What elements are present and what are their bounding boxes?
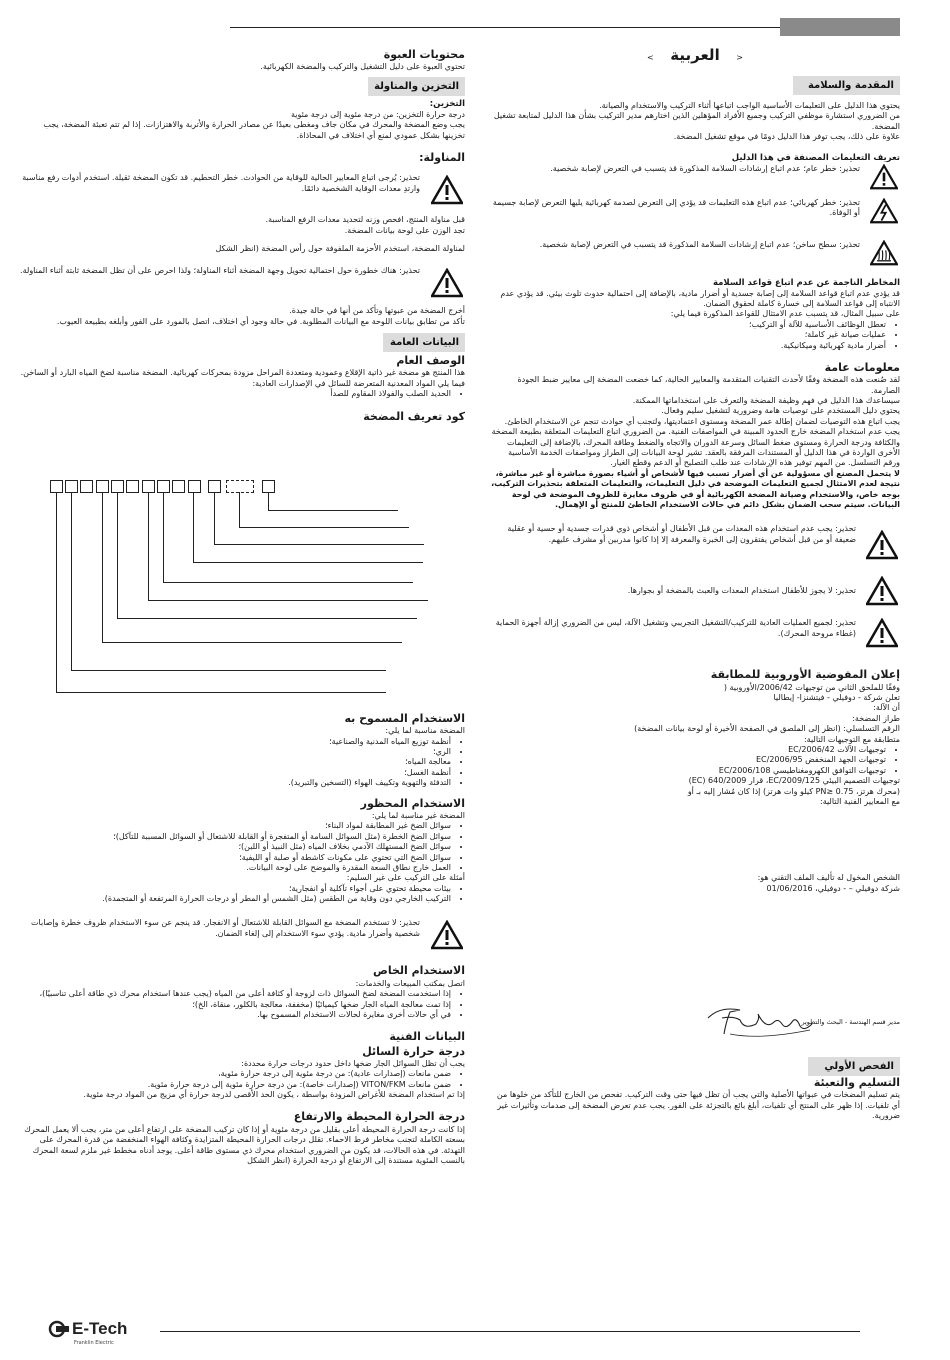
forbidden-examples: أمثلة على التركيب على غير السليم: <box>346 873 465 883</box>
code-box-optional <box>226 480 254 493</box>
special-use-item: • إذا تمت معالجة المياه الجار ضخها كيميائيًا (مخففة، معالجة بالكلور، منقاة، الخ)؛ <box>20 1000 451 1010</box>
ambient-text: إذا كانت درجة الحرارة المحيطة أعلى بقليل من درجة مئوية أو إذا كان تركيب المضخة على ارتفاع أعلى من متر، يجب ألا يعمل المحرك بسعته الكاملة لتجنب مخاطر فرط الاحماء. تقلل درجات الحرارة المحيطة المتزايدة وكثافة الهواء المنخفضة من قدرة المحرك على التهدئة. في هذه الحالات، قد يكون من الضروري استخدام محرك ذي مستوى طاقة أعلى. يوجد أدناه مخطط غير ملزم لسعة المحرك بالنسب المئوية مستندة إلى الارتفاع أو درجة الحرارة (انظر الشكل <box>24 1124 465 1165</box>
allowed-use-item: • أنظمة توزيع المياه المدنية والصناعية؛ <box>20 737 451 747</box>
code-leader <box>214 492 215 544</box>
warning-icon <box>866 530 898 560</box>
forbidden-warning <box>20 918 465 958</box>
forbidden-use-intro: المضخة غير مناسبة لما يلي: <box>371 810 465 820</box>
code-leader <box>239 527 409 528</box>
delivery-title: التسليم والتعبئة <box>813 1076 900 1089</box>
general-info-p5: يجب عدم استخدام المضخة خارج الحدود المبينة في المواصفات الفنية. من الضروري اتباع التعليمات المتعلقة بطبيعة المضخة والكثافة ودرجة الحرارة ومستوى ضغط السائل وسرعة الدوران والاتجاه والضغط وطاقة المحرك، بالإضافة إلى التعليمات الأخرى الواردة في هذا الدليل أو المستندات المرفقة بالعقد. تشير لوحة البيانات إلى الطراز ومواصفات الخدمة الأساسية ورقم التسلسل. من المهم توفير هذه الإرشادات عند طلب التصليح أو الدعم وقطع الغيار. <box>491 427 900 468</box>
forbidden-example-item: • بيئات محيطة تحتوي على أجواء تآكلية أو انفجارية؛ <box>20 884 451 894</box>
handling-p4: أخرج المضخة من عبوتها وتأكد من أنها في حالة جيدة. <box>289 306 465 316</box>
signer-title: مدير قسم الهندسة - البحث والتطوير <box>801 1018 900 1026</box>
intro-p3: علاوة على ذلك، يجب توفر هذا الدليل دومًا في موقع تشغيل المضخة. <box>673 132 900 142</box>
general-info-title: معلومات عامة <box>824 361 900 374</box>
footer-logo-text: E-Tech <box>72 1319 128 1338</box>
declaration-l5: الرقم التسلسلي: (انظر إلى الملصق في الصفحة الأخيرة أو لوحة بيانات المضخة) <box>634 724 900 734</box>
handling-p1: قبل مناولة المنتج، افحص وزنه لتحديد معدات الرفع المناسبة. <box>265 215 465 225</box>
code-leader <box>163 492 164 582</box>
storage-heading: التخزين والمناولة <box>368 77 465 96</box>
special-use-title: الاستخدام الخاص <box>373 964 465 978</box>
warning-icon <box>431 175 463 205</box>
general-info-p2: سيساعدك هذا الدليل في فهم وظيفة المضخة والتعرف على استخداماتها الممكنة. <box>632 396 900 406</box>
classification-title: تعريف التعليمات المصنفة في هذا الدليل <box>731 152 900 163</box>
classification-w1-text: تحذير: خطر عام؛ عدم اتباع إرشادات السلامة المذكورة قد يتسبب في التعرض لإصابة شخصية. <box>550 163 860 173</box>
language-title: العربية <box>670 46 720 64</box>
general-description-bullet: • الحديد الصلب والفولاذ المقاوم للصدأ <box>20 389 451 399</box>
inspection-section <box>490 1057 900 1121</box>
code-box <box>172 480 185 493</box>
classification-w3-text: تحذير: سطح ساخن؛ عدم اتباع إرشادات السلامة المذكورة قد يتسبب في التعرض لإصابة شخصية. <box>539 239 860 249</box>
header-language-tab <box>780 18 900 36</box>
handling-warning-1 <box>20 173 465 209</box>
warning-icon <box>431 920 463 950</box>
declaration-item: • توجيهات التوافق الكهرومغناطيسي 2006/108/EC <box>490 766 886 776</box>
general-data-heading-wrap <box>20 333 465 352</box>
etech-logo-icon <box>48 1320 70 1338</box>
fluid-temp-b2: • ضمن مانعات VITON/FKM (إصدارات خاصة): من درجة حرارة مئوية إلى درجة حرارة مئوية. <box>20 1080 451 1090</box>
allowed-use-title: الاستخدام المسموح به <box>344 712 465 725</box>
electric-hazard-icon <box>870 198 898 224</box>
code-leader <box>56 492 57 692</box>
footer-rule <box>160 1331 860 1332</box>
warning-icon <box>431 268 463 298</box>
code-leader <box>117 618 417 619</box>
declaration-item: • توجيهات الجهد المنخفض 2006/95/EC <box>490 755 886 765</box>
language-right-mark: > <box>736 53 743 62</box>
general-warning-children <box>490 524 900 564</box>
package-title: محتويات العبوة <box>383 48 465 61</box>
general-info-p4: يجب اتباع هذه التوصيات لضمان إطالة عمر المضخة ومستوى اعتماديتها، ولتجنب أي حوادث تنجم عن الاستخدام الخاطئ. <box>504 416 900 426</box>
risks-p2: على سبيل المثال، قد يتسبب عدم الامتثال للقواعد المذكورة فيما يلي: <box>670 309 900 319</box>
code-leader <box>71 670 386 671</box>
handling-warning-1-text: تحذير: يُرجى اتباع المعايير الحالية للوقاية من الحوادث. خطر التحطيم. قد تكون المضخة ثقيلة. استخدم أدوات رفع مناسبة وارتدِ معدات الوقاية الشخصية دائمًا. <box>22 173 420 193</box>
storage-text: يجب وضع المضخة والمحرك في مكان جاف ومغطى بعيدًا عن مصادر الحرارة والأتربة والاهتزازات. إذا لم تتم تعبئة المضخة، يجب تخزينها بشكل عمودي لمنع أي اختلاف في المحاذاة. <box>43 120 465 140</box>
handling-p2: تجد الوزن على لوحة بيانات المضخة. <box>344 225 465 235</box>
forbidden-use-item: • العمل خارج نطاق السعة المقدرة والموضح على لوحة البيانات. <box>20 863 451 873</box>
general-data-heading: البيانات العامة <box>383 333 465 352</box>
allowed-use-item: • التدفئة والتهوية وتكييف الهواء (التسخين والتبريد). <box>20 778 451 788</box>
forbidden-use-item: • سوائل الضخ التي تحتوي على مكونات كاشطة أو صلبة أو الليفية؛ <box>20 853 451 863</box>
declaration-l1: وفقًا للملحق الثاني من توجيهات 2006/42/الأوروبية ( <box>723 682 900 692</box>
declaration-l6: متطابقة مع التوجيهات التالية: <box>803 734 900 744</box>
code-leader <box>71 492 72 670</box>
inspection-heading: الفحص الأولي <box>808 1057 900 1076</box>
special-use-item: • في أي حالات أخرى مغايرة لحالات الاستخدام المسموح بها. <box>20 1010 451 1020</box>
allowed-use-item: • معالجة المياه؛ <box>20 757 451 767</box>
general-w3-text: تحذير: لجميع العمليات العادية للتركيب/التشغيل التجريبي وتشغيل الآلة، ليس من الضروري إزالة أجهزة الحماية (غطاء مروحة المحرك). <box>495 618 856 638</box>
package-text: تحتوي العبوة على دليل التشغيل والتركيب والمضخة الكهربائية. <box>260 62 465 72</box>
allowed-use-item: • أنظمة الغسل؛ <box>20 768 451 778</box>
inspection-heading-wrap <box>490 1057 900 1076</box>
risks-title: المخاطر الناجمة عن عدم اتباع قواعد السلامة <box>712 277 900 288</box>
forbidden-example-item: • التركيب الخارجي دون وقاية من الطقس (مثل الشمس أو المطر أو درجات الحرارة المرتفعة أو المتجمدة). <box>20 894 451 904</box>
code-box <box>80 480 93 493</box>
code-leader <box>239 492 240 527</box>
forbidden-use-item: • سوائل الضخ الخطرة (مثل السوائل السامة أو المتفجرة أو القابلة للاشتعال أو السوائل المسببة للتآكل)؛ <box>20 832 451 842</box>
classification-warning-hot <box>490 240 900 268</box>
warning-icon <box>870 164 898 190</box>
fluid-temp-p2: إذا تم استخدام المضخة للأغراض المزودة بواسطة ، يكون الحد الأقصى لدرجة حرارة أي مزيج من المواد درجة مئوية. <box>83 1090 465 1100</box>
risks-item: • تعطل الوظائف الأساسية للآلة أو التركيب؛ <box>490 320 886 330</box>
handling-warning-2 <box>20 266 465 300</box>
code-leader <box>102 642 402 643</box>
general-info-p1: لقد صُنعت هذه المضخة وفقًا لأحدث التقنيات المتقدمة والمعايير الحالية، كما خضعت المضخة إلى معايير ضبط الجودة الصارمة. <box>517 375 900 395</box>
intro-p1: يحتوي هذا الدليل على التعليمات الأساسية الواجب اتباعها أثناء التركيب والاستخدام والصيانة. <box>599 101 900 110</box>
storage-heading-wrap <box>20 77 465 96</box>
technical-data-title: البيانات الفنية <box>389 1030 465 1044</box>
code-leader <box>163 582 413 583</box>
forbidden-warning-text: تحذير: لا تستخدم المضخة مع السوائل القابلة للاشتعال أو الانفجار. قد ينجم عن سوء الاستخدام ظروف خطرة وإصابات شخصية وأضرار مادية. يؤدي سوء الاستخدام إلى إلغاء الضمان. <box>31 918 420 938</box>
declaration-title: إعلان المفوضية الأوروبية للمطابقة <box>710 668 900 682</box>
declaration-l9: مع المعايير الفنية التالية: <box>820 796 900 806</box>
fluid-temp-title: درجة حرارة السائل <box>362 1044 465 1058</box>
code-box <box>126 480 139 493</box>
storage-sub: التخزين: <box>429 98 465 109</box>
declaration-l7: توجيهات التصميم البيئي 2009/125/EC، قرار 640/2009 (EC) <box>688 776 900 786</box>
allowed-use-intro: المضخة مناسبة لما يلي: <box>385 726 465 736</box>
fluid-temp-b1: • ضمن مانعات (إصدارات عادية): من درجة مئوية إلى درجة حرارة مئوية، <box>20 1069 451 1079</box>
declaration-item: • توجيهات الآلات 2006/42/EC <box>490 745 886 755</box>
footer-logo-sub: Franklin Electric <box>74 1340 114 1347</box>
general-w2-text: تحذير: لا يجوز للأطفال استخدام المعدات والعبث بالمضخة أو بجوارها. <box>627 586 856 596</box>
storage-line: درجة حرارة التخزين: من درجة مئوية إلى درجة مئوية <box>290 109 465 119</box>
risks-item: • أضرار مادية كهربائية وميكانيكية. <box>490 341 886 351</box>
language-left-mark: < <box>647 53 654 62</box>
risks-p1: قد يؤدي عدم اتباع قواعد السلامة إلى إصابة جسدية أو أضرار مادية، بالإضافة إلى احتمالية حدوث تلوث بيئي. قد يؤدي عدم الانتباه إلى قواعد السلامة إلى خسارة كاملة لحقوق الضمان. <box>500 288 900 309</box>
allowed-use-item: • الري؛ <box>20 747 451 757</box>
handling-p3: لمناولة المضخة، استخدم الأحزمة الملفوفة حول رأس المضخة (انظر الشكل <box>215 243 465 253</box>
general-description-text: هذا المنتج هو مضخة غير ذاتية الإقلاع وعمودية ومتعددة المراحل مزودة بمحركات كهربائية. المضخة مناسبة لضخ المياه البارد أو الساخن. فيما يلي المواد المعدنية المتعرضة للسائل في الإصدارات العادية: <box>20 368 465 388</box>
pump-code-diagram <box>50 480 450 705</box>
code-leader <box>56 692 386 693</box>
code-leader <box>117 492 118 618</box>
warning-icon <box>866 618 898 648</box>
special-use-intro: اتصل بمكتب المبيعات والخدمات: <box>355 978 465 988</box>
declaration-l3: أن الآلة: <box>873 703 900 713</box>
declaration-l10: الشخص المخول له تأليف الملف التقني هو: <box>757 873 900 883</box>
code-leader <box>268 492 269 510</box>
special-use-item: • إذا استخدمت المضخة لضخ السوائل ذات لزوجة أو كثافة أعلى من المياه (يجب عندها استخدام محرك ذي طاقة أعلى تناسبيًا)، <box>20 989 451 999</box>
handling-warning-2-text: تحذير: هناك خطورة حول احتمالية تحويل وجهة المضخة أثناء المناولة؛ ولذا احرص على أن تظل المضخة ثابتة أثناء المناولة. <box>20 266 420 276</box>
hot-surface-icon <box>870 240 898 266</box>
general-description-title: الوصف العام <box>396 354 465 368</box>
classification-warning-electric <box>490 198 900 232</box>
header-rule <box>230 27 780 28</box>
handling-p5: تأكد من تطابق بيانات اللوحة مع البيانات المطلوبة. في حالة وجود أي اختلاف، اتصل بالمورد على الفور وأبلغه بطبيعة العيوب. <box>56 316 465 326</box>
intro-heading-wrap <box>490 76 900 95</box>
general-warning-guards <box>490 618 900 650</box>
classification-w2-text: تحذير: خطر كهربائي؛ عدم اتباع هذه التعليمات قد يؤدي إلى التعرض لصدمة كهربائية يليها التعرض لإصابة جسيمة أو الوفاة. <box>492 197 860 217</box>
declaration-l8: (محرك هرتز، PN≥ 0.75 كيلو وات هرتز) إذا كان مُشار إليه بـ أو <box>687 786 900 796</box>
code-leader <box>193 492 194 562</box>
warning-icon <box>866 576 898 606</box>
declaration-l2: تعلن شركة - دوفيلي - فيتشنزا- إيطاليا <box>773 693 900 703</box>
ambient-title: درجة الحرارة المحيطة والارتفاع <box>293 1110 465 1124</box>
general-warning-play <box>490 576 900 606</box>
left-column-lower <box>20 712 465 1166</box>
code-leader <box>148 600 428 601</box>
footer-logo <box>48 1318 158 1347</box>
language-title-block <box>640 46 750 66</box>
intro-heading: المقدمة والسلامة <box>793 76 900 95</box>
general-info-p3: يحتوي دليل المستخدم على توصيات هامة وضرورية لتشغيل سليم وفعال. <box>661 406 900 416</box>
code-leader <box>268 510 398 511</box>
code-leader <box>102 492 103 642</box>
left-column <box>20 48 465 424</box>
intro-p2: من الضروري استشارة موظفي التركيب وجميع الأفراد المؤهلين الذين اختارهم مدير التركيب بشأن هذا الدليل لمتابعة تشغيل المضخة. <box>493 111 900 131</box>
classification-warning-general <box>490 164 900 190</box>
code-box <box>188 480 201 493</box>
general-w1-text: تحذير: يجب عدم استخدام هذه المعدات من قبل الأطفال أو أشخاص ذوي قدرات جسدية أو حسية أو عقلية ضعيفة أو من قبل أشخاص يفتقرون إلى الخبرة والمعرفة إلا إذا كانوا مدربين أو مشرف عليهم. <box>507 524 856 544</box>
pump-code-title: كود تعريف المضخة <box>363 409 465 423</box>
code-leader <box>148 492 149 600</box>
code-leader <box>214 544 424 545</box>
declaration-l11: شركة دوفيلي – - دوفيلي، 01/06/2016 <box>766 883 900 893</box>
general-info-liability: لا يتحمل المصنع أي مسؤولية عن أي أضرار تسبب فيها لأشخاص أو أشياء بصورة مباشرة أو غير مباشرة، نتيجة لعدم الامتثال لجميع التعليمات الموضحة في دليل التعليمات، والتعليمات المتعلقة بتحذيرات التركيب، بوجه خاص، والاستخدام وصيانة المضخة الكهربائية أو في ظروف مغايرة للظروف الموضحة في لوحة البيانات. سيتم سحب الضمان بشكل دائم في حالات الاستخدام الخاطئ للمنتج أو الإهمال. <box>491 468 900 509</box>
delivery-text: يتم تسليم المضخات في عبواتها الأصلية والتي يجب أن تظل فيها حتى وقت التركيب. تفحص من الخارج للتأكد من خلوها من أي تلفيات. إذا ظهر على المنتج أي تلفيات، أبلغ بائع بالتجزئة على الفور. يجب عدم تعرض المضخة إلى صدمات وتأثيرات غير ضرورية. <box>496 1090 900 1121</box>
risks-item: • عمليات صيانة غير كاملة؛ <box>490 330 886 340</box>
forbidden-use-title: الاستخدام المحظور <box>360 796 465 810</box>
handling-title: المناولة: <box>419 150 465 164</box>
code-leader <box>193 562 423 563</box>
forbidden-use-item: • سوائل الضخ المستهلك الآدمي بخلاف المياه (مثل النبيذ أو اللبن)؛ <box>20 842 451 852</box>
declaration-l4: طراز المضخة: <box>852 713 900 723</box>
forbidden-use-item: • سوائل الضخ غير المطابقة لمواد البناء؛ <box>20 821 451 831</box>
fluid-temp-p1: يجب أن تظل السوائل الجار ضخها داخل حدود درجات حرارة محددة: <box>241 1058 465 1068</box>
right-column <box>490 76 900 894</box>
